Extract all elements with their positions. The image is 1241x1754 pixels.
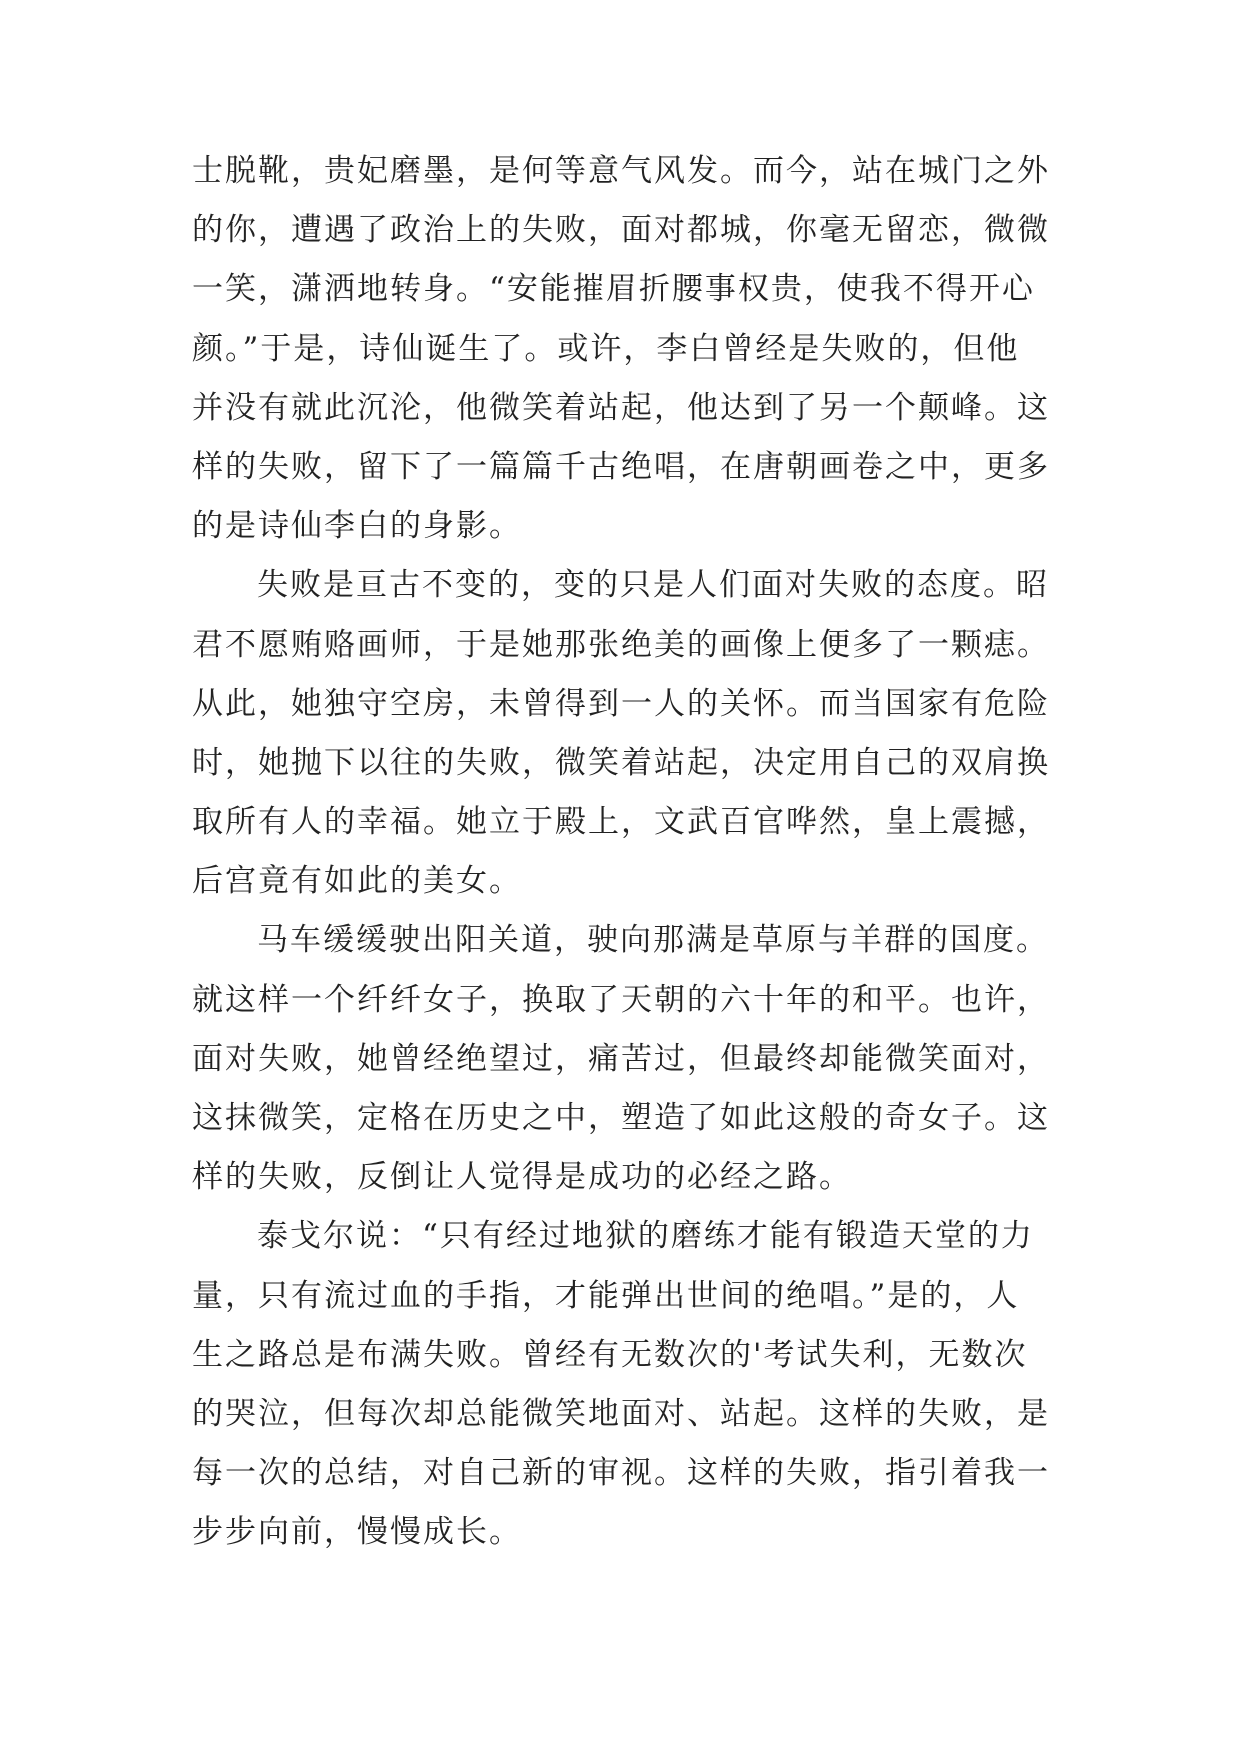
- text-line: 的是诗仙李白的身影。: [192, 508, 522, 545]
- text-line: 样的失败，反倒让人觉得是成功的必经之路。: [192, 1159, 852, 1196]
- text-line: 样的失败，留下了一篇篇千古绝唱，在唐朝画卷之中，更多: [192, 448, 1050, 485]
- text-line: 士脱靴，贵妃磨墨，是何等意气风发。而今，站在城门之外: [192, 153, 1050, 189]
- text-line: 这抹微笑，定格在历史之中，塑造了如此这般的奇女子。这: [192, 1100, 1050, 1136]
- text-line: 生之路总是布满失败。曾经有无数次的'考试失利，无数次: [192, 1336, 1028, 1373]
- text-line: 就这样一个纤纤女子，换取了天朝的六十年的和平。也许，: [192, 981, 1050, 1018]
- text-line: 并没有就此沉沦，他微笑着站起，他达到了另一个颠峰。这: [192, 389, 1050, 426]
- text-line: 每一次的总结，对自己新的审视。这样的失败，指引着我一: [192, 1455, 1050, 1492]
- text-line: 马车缓缓驶出阳关道，驶向那满是草原与羊群的国度。: [257, 922, 1049, 959]
- text-line: 的哭泣，但每次却总能微笑地面对、站起。这样的失败，是: [192, 1395, 1050, 1432]
- text-line: 时，她抛下以往的失败，微笑着站起，决定用自己的双肩换: [192, 744, 1050, 781]
- text-line: 量，只有流过血的手指，才能弹出世间的绝唱。”是的，人: [192, 1277, 1020, 1314]
- text-line: 的你，遭遇了政治上的失败，面对都城，你毫无留恋，微微: [192, 212, 1050, 249]
- text-line: 君不愿贿赂画师，于是她那张绝美的画像上便多了一颗痣。: [192, 626, 1050, 663]
- paragraph-2: [192, 556, 1064, 911]
- text-line: 后宫竟有如此的美女。: [192, 863, 522, 900]
- text-line: 步步向前，慢慢成长。: [192, 1514, 522, 1551]
- text-line: 颜。”于是，诗仙诞生了。或许，李白曾经是失败的，但他: [192, 330, 1020, 367]
- text-line: 失败是亘古不变的，变的只是人们面对失败的态度。昭: [257, 567, 1049, 604]
- text-line: 面对失败，她曾经绝望过，痛苦过，但最终却能微笑面对，: [192, 1040, 1050, 1077]
- text-line: 从此，她独守空房，未曾得到一人的关怀。而当国家有危险: [192, 685, 1050, 722]
- text-line: 泰戈尔说：“只有经过地狱的磨练才能有锻造天堂的力: [257, 1218, 1034, 1255]
- paragraph-3: [192, 911, 1064, 1207]
- text-line: 一笑，潇洒地转身。“安能摧眉折腰事权贵，使我不得开心: [192, 271, 1035, 308]
- paragraph-4: [192, 1207, 1064, 1562]
- paragraph-1: [192, 142, 1064, 556]
- text-line: 取所有人的幸福。她立于殿上，文武百官哗然，皇上震撼，: [192, 804, 1050, 841]
- essay-body: [192, 142, 1064, 1563]
